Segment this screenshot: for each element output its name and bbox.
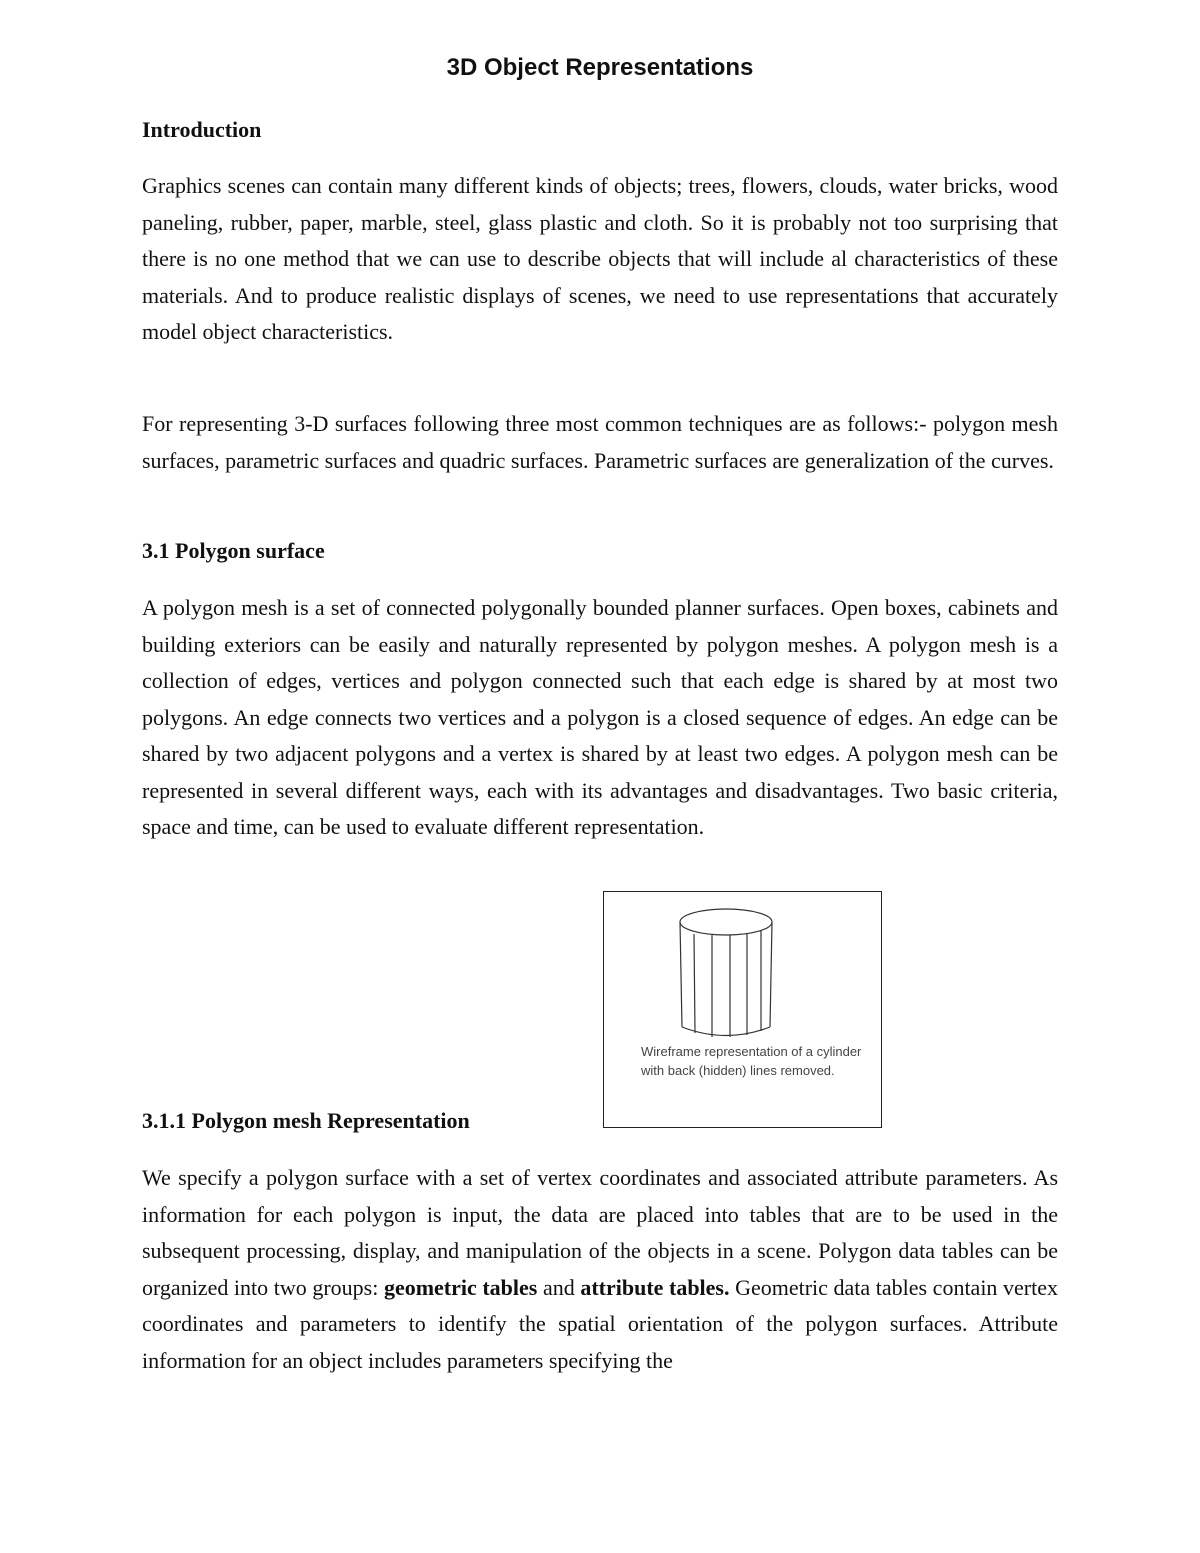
introduction-heading: Introduction xyxy=(142,117,262,142)
geometric-tables-term: geometric tables xyxy=(383,1274,538,1300)
figure-caption: Wireframe representation of a cylinder with back (hidden) lines removed. xyxy=(641,1044,862,1078)
paragraph-connector: and xyxy=(537,1274,581,1300)
paragraph-text-start: We specify a polygon surface with a set of vertex coordinates and associated attribute parameters. As information for each polygon is input, the data are placed into tables that are to be used in the subsequent processing, display, and manipulation of the objects in a scene. Polygon data tables can be organized into two groups: xyxy=(142,1165,1058,1300)
wireframe-cylinder-icon xyxy=(604,892,883,1129)
section-3-1-1-paragraph xyxy=(142,1160,1058,1379)
introduction-paragraph-2: For representing 3-D surfaces following three most common techniques are as follows:- polygon mesh surfaces, parametric surfaces and quadric surfaces. Parametric surfaces are generalization of the curves. xyxy=(142,411,1058,473)
introduction-paragraph-1: Graphics scenes can contain many different kinds of objects; trees, flowers, clouds, water bricks, wood paneling, rubber, paper, marble, steel, glass plastic and cloth. So it is probably not too surprising that there is no one method that we can use to describe objects that will include al characteristics of these materials. And to produce realistic displays of scenes, we need to use representations that accurately model object characteristics. xyxy=(142,173,1058,344)
paragraph-text-end: Geometric data tables contain vertex coordinates and parameters to identify the spatial orientation of the polygon surfaces. Attribute information for an object includes parameters specifying the xyxy=(142,1274,1058,1373)
section-3-1-1-heading: 3.1.1 Polygon mesh Representation xyxy=(142,1108,470,1133)
section-3-1-heading: 3.1 Polygon surface xyxy=(142,538,325,563)
cylinder-figure xyxy=(603,891,882,1128)
section-3-1-paragraph: A polygon mesh is a set of connected polygonally bounded planner surfaces. Open boxes, cabinets and building exteriors can be easily and naturally represented by polygon meshes. A polygon mesh is a collection of edges, vertices and polygon connected such that each edge is shared by at most two polygons. An edge connects two vertices and a polygon is a closed sequence of edges. An edge can be shared by two adjacent polygons and a vertex is shared by at least two edges. A polygon mesh can be represented in several different ways, each with its advantages and disadvantages. Two basic criteria, space and time, can be used to evaluate different representation. xyxy=(142,595,1058,839)
page-title: 3D Object Representations xyxy=(446,54,754,81)
attribute-tables-term: attribute tables. xyxy=(580,1274,730,1300)
